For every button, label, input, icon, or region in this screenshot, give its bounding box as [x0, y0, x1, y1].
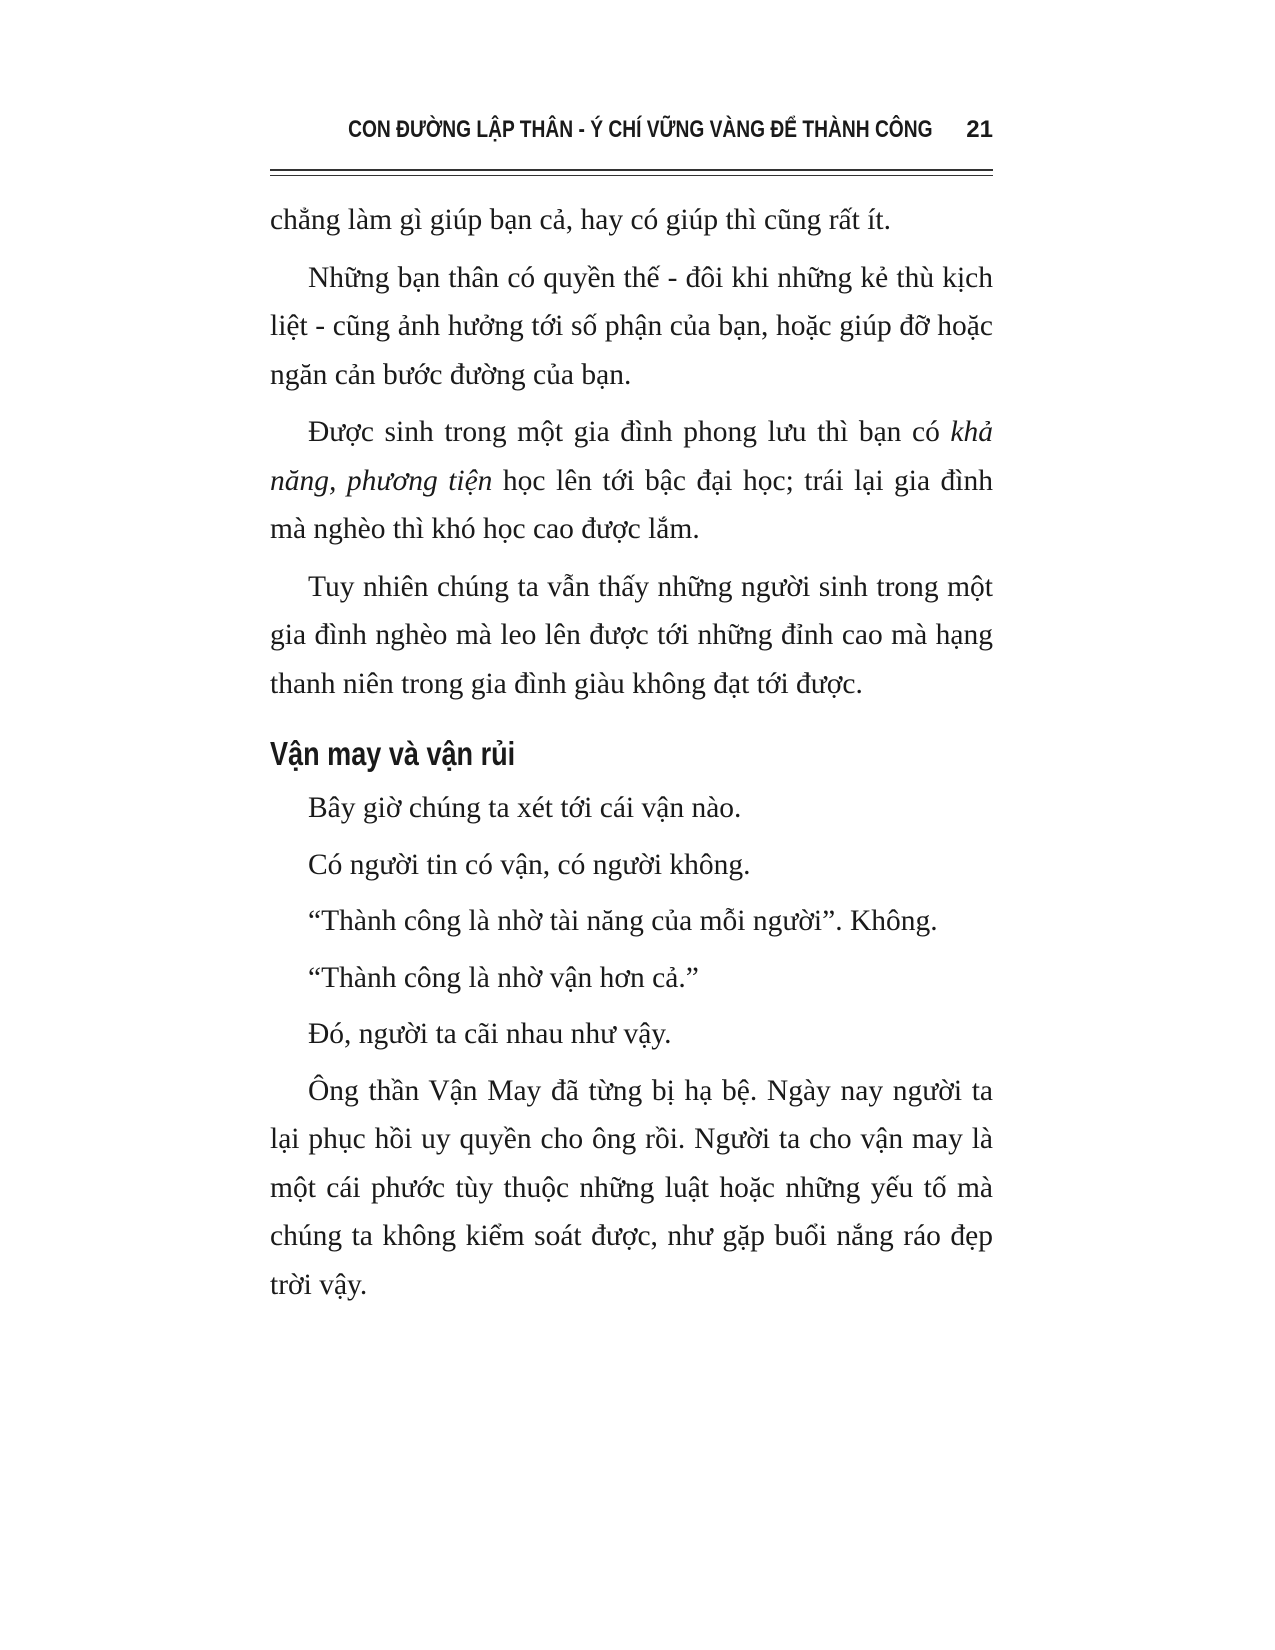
paragraph-family-text-1: Được sinh trong một gia đình phong lưu thì bạn có: [308, 416, 951, 448]
paragraph-quote-talent: “Thành công là nhờ tài năng của mỗi người”. Không.: [308, 905, 938, 937]
paragraph-quote-luck: “Thành công là nhờ vận hơn cả.”: [308, 961, 699, 994]
paragraph-continuation: chẳng làm gì giúp bạn cả, hay có giúp thì cũng rất ít.: [270, 204, 891, 236]
paragraph-luck-intro: Bây giờ chúng ta xét tới cái vận nào.: [308, 792, 742, 824]
paragraph-family-text-2: học lên tới bậc đại học; trái lại gia đình mà nghèo thì khó học cao được lắm.: [270, 464, 994, 545]
section-heading: Vận may và vận rủi: [270, 735, 516, 772]
paragraph-belief: Có người tin có vận, có người không.: [308, 848, 751, 881]
paragraph-argument: Đó, người ta cãi nhau như vậy.: [308, 1018, 672, 1050]
page-body: [270, 196, 993, 1318]
paragraph-family: [270, 408, 993, 554]
paragraph-friends: Những bạn thân có quyền thế - đôi khi những kẻ thù kịch liệt - cũng ảnh hưởng tới số phận của bạn, hoặc giúp đỡ hoặc ngăn cản bước đường của bạn.: [270, 261, 993, 391]
header-rule-thin: [270, 175, 993, 176]
paragraph-family-italic: khả năng, phương tiện: [270, 416, 993, 497]
header-rule-thick: [270, 169, 993, 171]
paragraph-god-of-luck: Ông thần Vận May đã từng bị hạ bệ. Ngày nay người ta lại phục hồi uy quyền cho ông rồi. Người ta cho vận may là một cái phước tùy thuộc những luật hoặc những yếu tố mà chúng ta không kiểm soát được, như gặp buổi nắng ráo đẹp trời vậy.: [270, 1074, 993, 1301]
paragraph-poor-family: Tuy nhiên chúng ta vẫn thấy những người sinh trong một gia đình nghèo mà leo lên được tới những đỉnh cao mà hạng thanh niên trong gia đình giàu không đạt tới được.: [270, 570, 993, 700]
page-number: 21: [966, 116, 993, 143]
running-header: [270, 110, 993, 150]
running-title: CON ĐƯỜNG LẬP THÂN - Ý CHÍ VỮNG VÀNG ĐỂ THÀNH CÔNG: [347, 116, 933, 143]
